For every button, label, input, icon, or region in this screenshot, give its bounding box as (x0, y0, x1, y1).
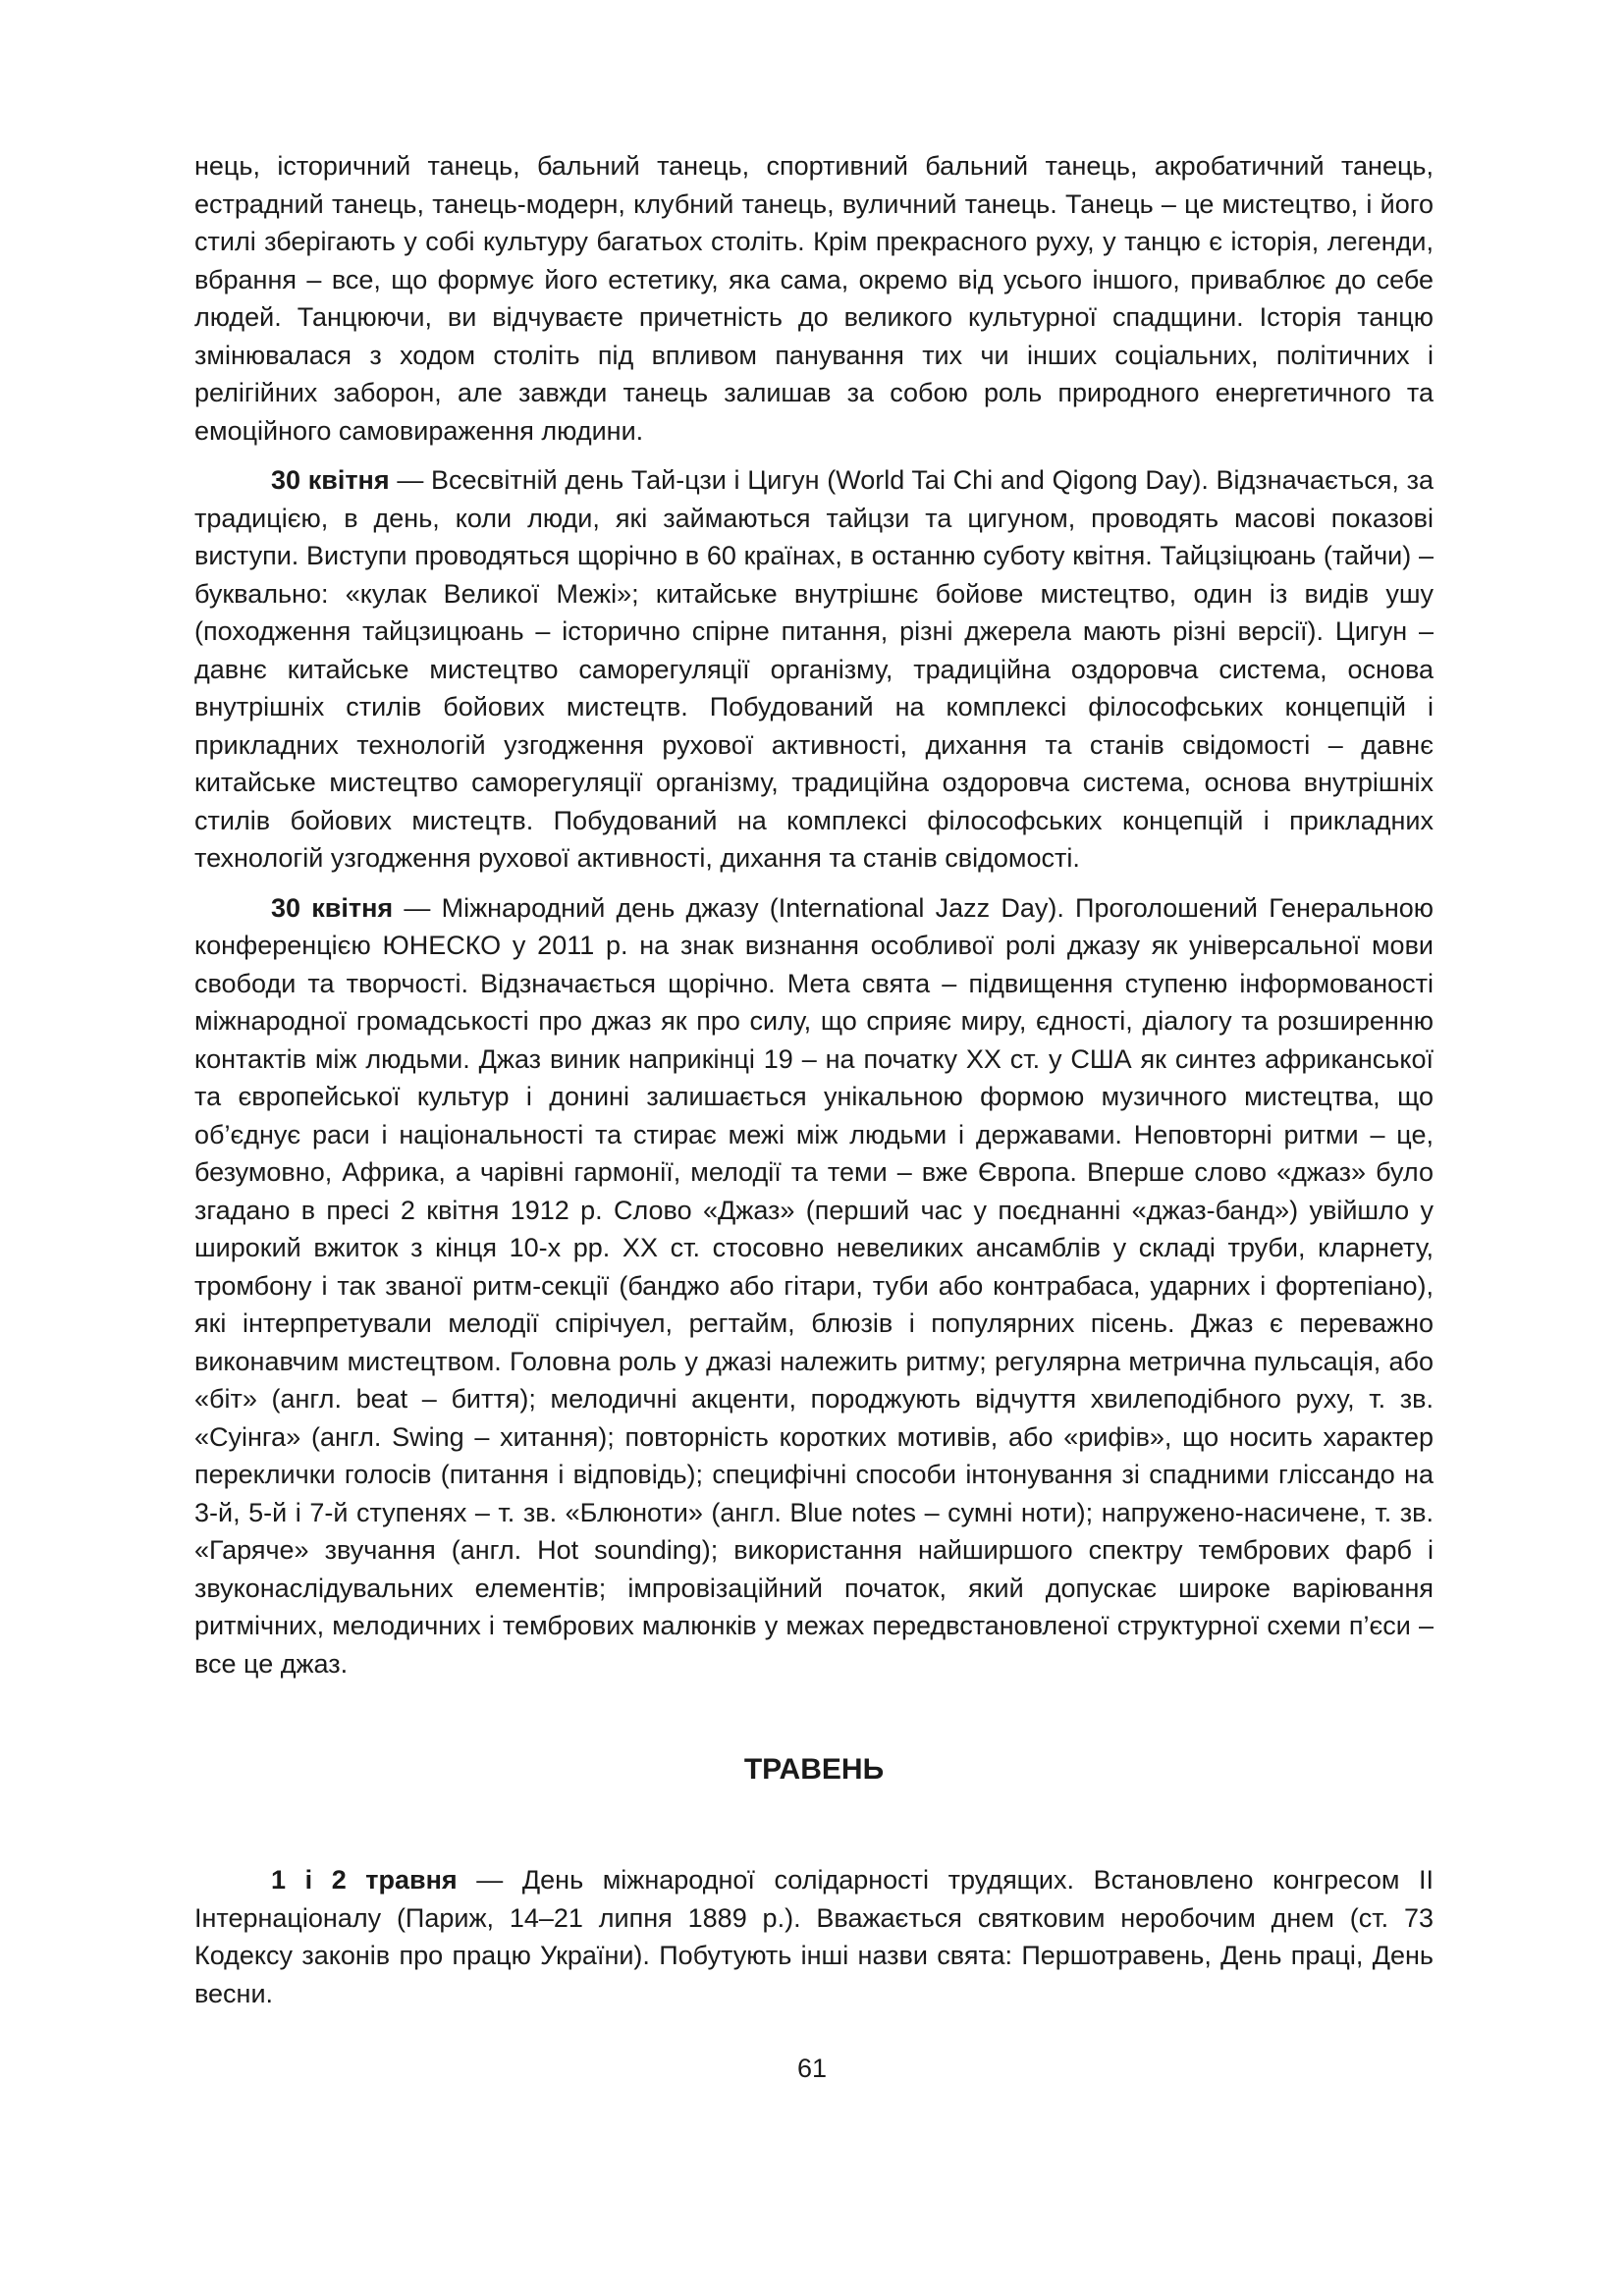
paragraph-text: — День міжнародної солідарності трудящих. Встановлено конгресом II Інтернаціоналу (Париж, 14–21 липня 1889 р.). Вважається святковим неробочим днем (ст. 73 Кодексу законів про працю України). Побутують інші назви свята: Першотравень, День праці, День весни. (194, 1865, 1434, 2008)
page-number: 61 (796, 2054, 828, 2083)
paragraph-jazz-day (194, 889, 1434, 1683)
date-label: 30 квітня (271, 892, 394, 923)
section-heading: ТРАВЕНЬ (743, 1753, 885, 1786)
page-content (194, 147, 1434, 2024)
paragraph-dance-continuation: нець, історичний танець, бальний танець, спортивний бальний танець, акробатичний танець, естрадний танець, танець-модерн, клубний танець, вуличний танець. Танець – це мистецтво, і його стилі зберігають у собі культуру багатьох століть. Крім прекрасного руху, у танцю є історія, легенди, вбрання – все, що формує його естетику, яка сама, окремо від усього іншого, приваблює до себе людей. Танцюючи, ви відчуваєте причетність до великого культурної спадщини. Історія танцю змінювалася з ходом століть під впливом панування тих чи інших соціальних, політичних і релігійних заборон, але завжди танець залишав за собою роль природного енергетичного та емоційного самовираження людини. (194, 151, 1434, 446)
paragraph-labour-day (194, 1861, 1434, 2012)
paragraph-text: — Всесвітній день Тай-цзи і Цигун (World Tai Chi and Qigong Day). Відзначається, за традицією, в день, коли люди, які займаються тайцзи та цигуном, проводять масові показові виступи. Виступи проводяться щорічно в 60 країнах, в останню суботу квітня. Тайцзіцюань (тайчи) – буквально: «кулак Великої Межі»; китайське внутрішнє бойове мистецтво, один із видів ушу (походження тайцзицюань – історично спірне питання, різні джерела мають різні версії). Цигун – давнє китайське мистецтво саморегуляції організму, традиційна оздоровча система, основа внутрішніх стилів бойових мистецтв. Побудований на комплексі філософських концепцій і прикладних технологій узгодження рухової активності, дихання та станів свідомості – давнє китайське мистецтво саморегуляції організму, традиційна оздоровча система, основа внутрішніх стилів бойових мистецтв. Побудований на комплексі філософських концепцій і прикладних технологій узгодження рухової активності, дихання та станів свідомості. (194, 465, 1434, 873)
date-label: 30 квітня (271, 465, 390, 495)
date-label: 1 і 2 травня (271, 1865, 458, 1895)
paragraph-tai-chi-day (194, 461, 1434, 878)
paragraph-text: — Міжнародний день джазу (International Jazz Day). Проголошений Генеральною конференцією ЮНЕСКО у 2011 р. на знак визнання особливої ролі джазу як універсальної мови свободи та творчості. Відзначається щорічно. Мета свята – підвищення ступеню інформованості міжнародної громадськості про джаз як про силу, що сприяє миру, єдності, діалогу та розширенню контактів між людьми. Джаз виник наприкінці 19 – на початку XX ст. у США як синтез африканської та європейської культур і донині залишається унікальною формою музичного мистецтва, що об’єднує раси і національності та стирає межі між людьми і державами. Неповторні ритми – це, безумовно, Африка, а чарівні гармонії, мелодії та теми – вже Європа. Вперше слово «джаз» було згадано в пресі 2 квітня 1912 р. Слово «Джаз» (перший час у поєднанні «джаз-банд») увійшло у широкий вжиток з кінця 10-х рр. XX ст. стосовно невеликих ансамблів у складі труби, кларнету, тромбону і так званої ритм-секції (банджо або гітари, туби або контрабаса, ударних і фортепіано), які інтерпретували мелодії спірічуел, регтайм, блюзів і популярних пісень. Джаз є переважно виконавчим мистецтвом. Головна роль у джазі належить ритму; регулярна метрична пульсація, або «біт» (англ. beat – биття); мелодичні акценти, породжують відчуття хвилеподібного руху, т. зв. «Суінга» (англ. Swing – хитання); повторність коротких мотивів, або «рифів», що носить характер переклички голосів (питання і відповідь); специфічні способи інтонування зі спадними глісcандо на 3-й, 5-й і 7-й ступенях – т. зв. «Блюноти» (англ. Blue notes – сумні ноти); напружено-насичене, т. зв. «Гаряче» звучання (англ. Hot sounding); використання найширшого спектру тембрових фарб і звуконаслідувальних елементів; імпровізаційний початок, який допускає широке варіювання ритмічних, мелодичних і тембрових малюнків у межах передвстановленої структурної схеми п’єси – все це джаз. (194, 892, 1435, 1679)
